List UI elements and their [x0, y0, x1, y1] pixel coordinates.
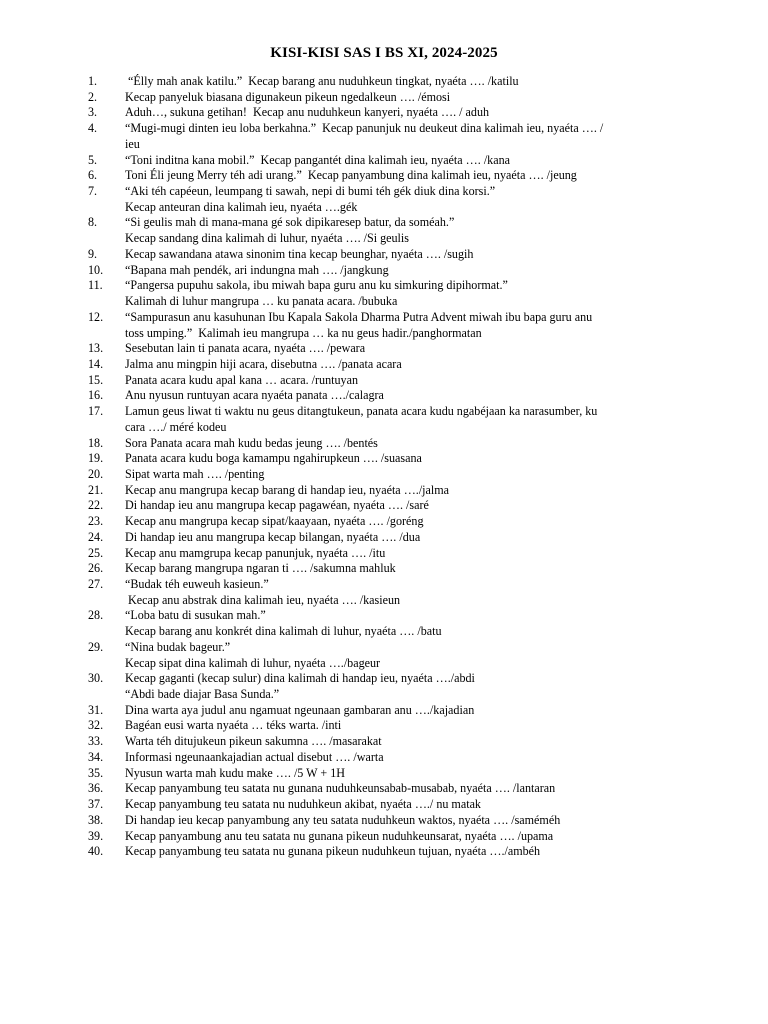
question-text [125, 844, 680, 860]
question-text-line: “Loba batu di susukan mah.” [125, 608, 266, 623]
question-text-line: Kecap anu mamgrupa kecap panunjuk, nyaéta …. /itu [125, 545, 386, 560]
question-item [88, 608, 680, 639]
question-text [125, 530, 680, 546]
question-text [125, 388, 680, 404]
question-item [88, 498, 680, 514]
question-number: 21. [88, 482, 104, 497]
question-text [125, 357, 680, 373]
question-number: 25. [88, 545, 104, 560]
question-item [88, 844, 680, 860]
question-number: 36. [88, 781, 104, 796]
question-text-line: Kecap sawandana atawa sinonim tina kecap beunghar, nyaéta …. /sugih [125, 246, 474, 261]
question-text-line: Di handap ieu anu mangrupa kecap pagawéan, nyaéta …. /saré [125, 498, 429, 513]
question-text-line: Sipat warta mah …. /penting [125, 466, 265, 481]
question-text-line: Kecap anu mangrupa kecap sipat/kaayaan, nyaéta …. /goréng [125, 514, 424, 529]
question-number: 37. [88, 797, 104, 812]
question-item [88, 734, 680, 750]
question-number: 20. [88, 466, 104, 481]
question-text-line: ieu [125, 136, 140, 151]
question-text-line: Kecap anu mangrupa kecap barang di handap ieu, nyaéta …./jalma [125, 482, 450, 497]
question-text [125, 467, 680, 483]
question-text [125, 74, 680, 90]
question-text-line: Sora Panata acara mah kudu bedas jeung …. /bentés [125, 435, 378, 450]
question-text [125, 168, 680, 184]
question-item [88, 341, 680, 357]
question-number: 10. [88, 262, 104, 277]
question-text [125, 813, 680, 829]
question-text [125, 90, 680, 106]
question-item [88, 388, 680, 404]
document-title: KISI-KISI SAS I BS XI, 2024-2025 [270, 45, 498, 61]
question-text-line: Kalimah di luhur mangrupa … ku panata acara. /bubuka [125, 294, 398, 309]
question-number: 22. [88, 498, 104, 513]
question-text [125, 215, 680, 246]
question-number: 1. [88, 74, 98, 88]
question-number: 7. [88, 184, 98, 199]
question-number: 27. [88, 577, 104, 591]
question-number: 31. [88, 702, 104, 717]
question-text-line: “Budak téh euweuh kasieun.” [125, 577, 269, 591]
question-number: 29. [88, 639, 104, 654]
question-number: 24. [88, 529, 104, 544]
question-text-line: Kecap sandang dina kalimah di luhur, nyaéta …. /Si geulis [125, 231, 409, 246]
question-text-line: Jalma anu mingpin hiji acara, disebutna …. /panata acara [125, 356, 402, 371]
question-text-line: Di handap ieu kecap panyambung any teu satata nuduhkeun waktos, nyaéta …. /saméméh [125, 812, 561, 827]
question-text [125, 121, 680, 152]
question-number: 9. [88, 246, 98, 261]
question-number: 12. [88, 309, 104, 324]
question-number: 19. [88, 451, 104, 466]
question-text-line: “Toni inditna kana mobil.” Kecap pangantét dina kalimah ieu, nyaéta …. /kana [125, 152, 511, 167]
question-number: 4. [88, 121, 98, 136]
question-text-line: Kecap panyambung teu satata nu gunana pikeun nuduhkeun tujuan, nyaéta …./ambéh [125, 844, 541, 859]
question-item [88, 168, 680, 184]
question-text [125, 184, 680, 215]
question-item [88, 451, 680, 467]
question-number: 32. [88, 718, 104, 733]
question-text-line: “Pangersa pupuhu sakola, ibu miwah bapa guru anu ku simkuring dipihormat.” [125, 278, 508, 293]
question-text-line: Sesebutan lain ti panata acara, nyaéta …. /pewara [125, 341, 366, 356]
question-item [88, 829, 680, 845]
question-number: 3. [88, 105, 98, 120]
question-item [88, 90, 680, 106]
question-number: 2. [88, 89, 98, 104]
question-text [125, 561, 680, 577]
question-item [88, 797, 680, 813]
question-text-line: Kecap barang anu konkrét dina kalimah di luhur, nyaéta …. /batu [125, 624, 442, 639]
question-text-line: Panata acara kudu boga kamampu ngahirupkeun …. /suasana [125, 451, 422, 466]
question-text [125, 373, 680, 389]
question-text [125, 546, 680, 562]
question-text-line: Dina warta aya judul anu ngamuat ngeunaan gambaran anu …./kajadian [125, 702, 475, 717]
question-text-line: Kecap sipat dina kalimah di luhur, nyaéta …./bageur [125, 655, 381, 670]
question-number: 11. [88, 278, 103, 293]
question-item [88, 74, 680, 90]
question-text-line: Toni Éli jeung Merry téh adi urang.” Kecap panyambung dina kalimah ieu, nyaéta …. /jeung [125, 168, 577, 183]
question-text-line: “Aki téh capéeun, leumpang ti sawah, nepi di bumi téh gék diuk dina korsi.” [125, 184, 496, 199]
question-text-line: Kecap anu abstrak dina kalimah ieu, nyaéta …. /kasieun [125, 592, 401, 607]
question-item [88, 640, 680, 671]
question-text-line: toss umping.” Kalimah ieu mangrupa … ka nu geus hadir./panghormatan [125, 325, 482, 340]
question-text-line: Kecap gaganti (kecap sulur) dina kalimah di handap ieu, nyaéta …./abdi [125, 671, 475, 686]
question-item [88, 105, 680, 121]
question-item [88, 184, 680, 215]
question-text-line: cara …./ méré kodeu [125, 419, 227, 434]
question-text [125, 514, 680, 530]
question-item [88, 373, 680, 389]
question-text [125, 671, 680, 702]
question-number: 28. [88, 608, 104, 623]
question-item [88, 577, 680, 608]
question-number: 17. [88, 404, 104, 419]
question-text-line: Kecap panyambung teu satata nu nuduhkeun akibat, nyaéta …./ nu matak [125, 797, 481, 812]
question-text-line: “Bapana mah pendék, ari indungna mah …. /jangkung [125, 262, 389, 277]
question-text-line: “Sampurasun anu kasuhunan Ibu Kapala Sakola Dharma Putra Advent miwah ibu bapa guru anu [125, 309, 593, 324]
question-text [125, 734, 680, 750]
question-number: 6. [88, 168, 98, 183]
question-text-line: Informasi ngeunaankajadian actual disebut …. /warta [125, 749, 384, 764]
question-item [88, 671, 680, 702]
question-item [88, 561, 680, 577]
question-text [125, 640, 680, 671]
question-text-line: Anu nyusun runtuyan acara nyaéta panata …./calagra [125, 388, 384, 403]
question-number: 5. [88, 152, 98, 167]
question-text [125, 105, 680, 121]
question-number: 26. [88, 561, 104, 576]
question-text [125, 341, 680, 357]
question-text [125, 766, 680, 782]
question-number: 35. [88, 765, 104, 780]
question-text [125, 247, 680, 263]
question-text-line: “Si geulis mah di mana-mana gé sok dipikaresep batur, da soméah.” [125, 215, 455, 230]
question-text [125, 718, 680, 734]
question-text [125, 310, 680, 341]
question-item [88, 153, 680, 169]
question-item [88, 750, 680, 766]
question-item [88, 247, 680, 263]
question-item [88, 483, 680, 499]
question-text-line: Kecap anteuran dina kalimah ieu, nyaéta ….gék [125, 199, 358, 214]
question-text-line: Lamun geus liwat ti waktu nu geus ditangtukeun, panata acara kudu ngabéjaan ka narasumber, ku [125, 404, 598, 419]
question-text-line: Aduh…, sukuna getihan! Kecap anu nuduhkeun kanyeri, nyaéta …. / aduh [125, 105, 490, 120]
question-item [88, 215, 680, 246]
question-item [88, 781, 680, 797]
question-item [88, 530, 680, 546]
question-list [88, 74, 680, 860]
question-item [88, 467, 680, 483]
question-item [88, 718, 680, 734]
question-text-line: “Élly mah anak katilu.” Kecap barang anu nuduhkeun tingkat, nyaéta …. /katilu [125, 74, 519, 88]
question-text-line: Kecap panyambung anu teu satata nu gunana pikeun nuduhkeunsarat, nyaéta …. /upama [125, 828, 554, 843]
question-number: 39. [88, 828, 104, 843]
question-item [88, 357, 680, 373]
question-text-line: Bagéan eusi warta nyaéta … téks warta. /inti [125, 718, 342, 733]
question-text-line: Warta téh ditujukeun pikeun sakumna …. /masarakat [125, 734, 382, 749]
question-number: 38. [88, 812, 104, 827]
question-text [125, 451, 680, 467]
question-text [125, 829, 680, 845]
question-text [125, 483, 680, 499]
question-number: 40. [88, 844, 104, 859]
question-text-line: Kecap panyambung teu satata nu gunana nuduhkeunsabab-musabab, nyaéta …. /lantaran [125, 781, 556, 796]
question-item [88, 404, 680, 435]
question-text [125, 577, 680, 608]
question-text-line: Di handap ieu anu mangrupa kecap bilangan, nyaéta …. /dua [125, 529, 421, 544]
question-text [125, 263, 680, 279]
question-item [88, 766, 680, 782]
question-number: 8. [88, 215, 98, 230]
question-text [125, 608, 680, 639]
question-text [125, 703, 680, 719]
question-text [125, 436, 680, 452]
question-item [88, 263, 680, 279]
question-number: 18. [88, 435, 104, 450]
question-item [88, 813, 680, 829]
question-text-line: “Mugi-mugi dinten ieu loba berkahna.” Kecap panunjuk nu deukeut dina kalimah ieu, nyaéta …. / [125, 121, 604, 136]
question-number: 14. [88, 356, 104, 371]
question-text-line: “Abdi bade diajar Basa Sunda.” [125, 687, 280, 702]
question-item [88, 310, 680, 341]
question-number: 13. [88, 341, 104, 356]
question-item [88, 121, 680, 152]
question-text [125, 404, 680, 435]
question-number: 16. [88, 388, 104, 403]
question-text [125, 797, 680, 813]
question-number: 34. [88, 749, 104, 764]
question-number: 33. [88, 734, 104, 749]
question-text [125, 278, 680, 309]
question-text-line: Kecap barang mangrupa ngaran ti …. /sakumna mahluk [125, 561, 396, 576]
question-text-line: Panata acara kudu apal kana … acara. /runtuyan [125, 372, 359, 387]
question-item [88, 278, 680, 309]
question-number: 23. [88, 514, 104, 529]
question-text-line: “Nina budak bageur.” [125, 639, 231, 654]
question-text [125, 153, 680, 169]
question-text [125, 781, 680, 797]
question-text [125, 498, 680, 514]
question-text-line: Nyusun warta mah kudu make …. /5 W + 1H [125, 765, 345, 780]
question-item [88, 703, 680, 719]
question-item [88, 514, 680, 530]
question-item [88, 436, 680, 452]
question-text [125, 750, 680, 766]
question-text-line: Kecap panyeluk biasana digunakeun pikeun ngedalkeun …. /émosi [125, 89, 451, 104]
question-item [88, 546, 680, 562]
question-number: 15. [88, 372, 104, 387]
question-number: 30. [88, 671, 104, 686]
